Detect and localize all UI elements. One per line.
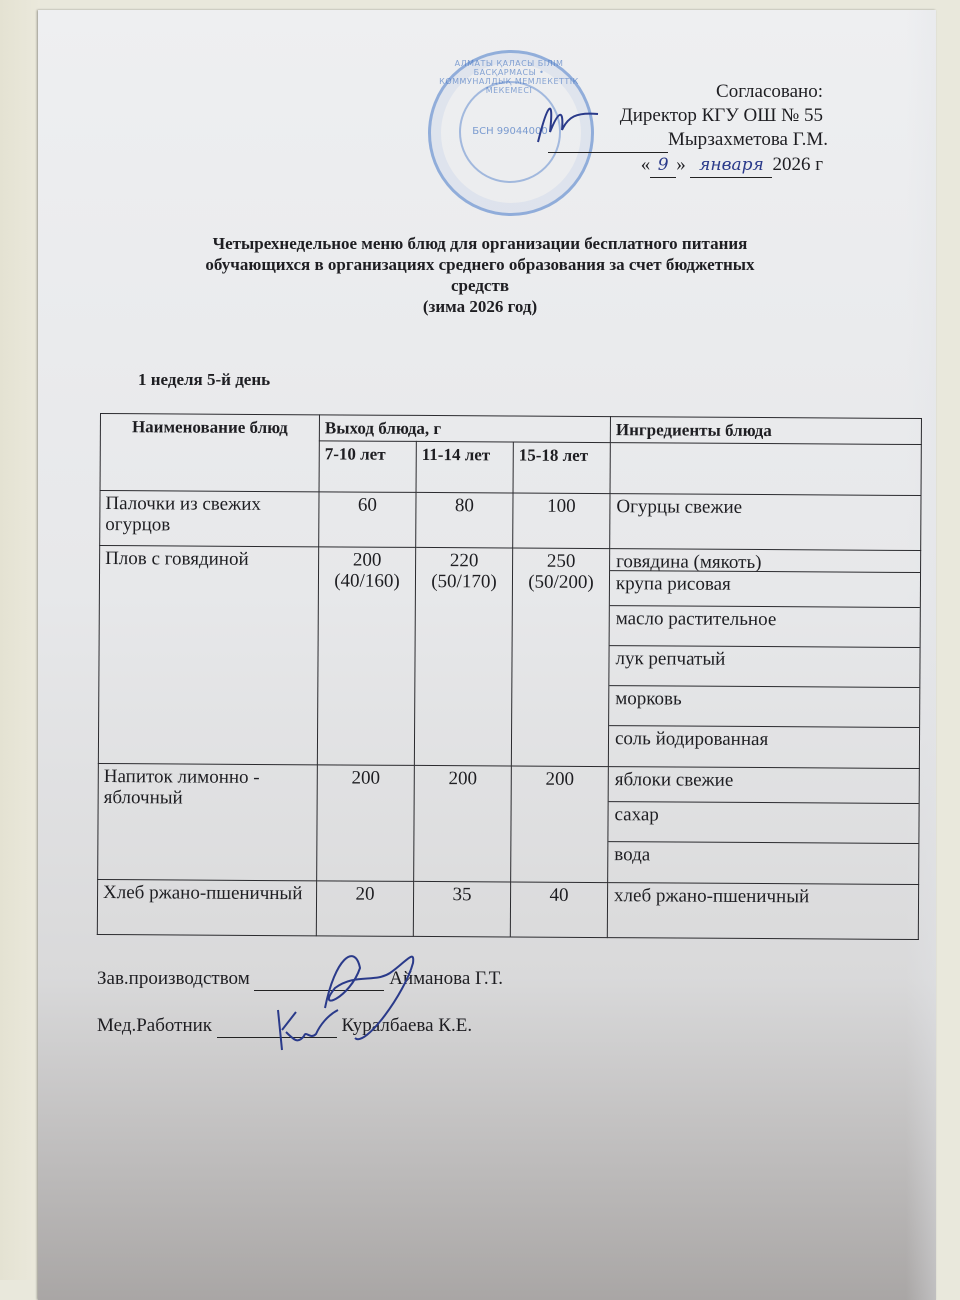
table-row xyxy=(98,763,920,884)
title-line-1: Четырехнедельное меню блюд для организации бесплатного питания xyxy=(212,234,748,253)
title-line-3: средств xyxy=(451,276,509,295)
ingredient-item: яблоки свежие xyxy=(609,767,919,804)
ingredients-cell xyxy=(608,549,920,769)
day-label: 1 неделя 5-й день xyxy=(138,370,271,389)
ingredient-item: соль йодированная xyxy=(614,728,769,751)
yield-7-10: 60 xyxy=(319,492,416,548)
date-quote-close: » xyxy=(676,154,686,175)
yield-7-10: 200 xyxy=(317,765,415,882)
table-row xyxy=(97,879,918,939)
ingredient-item: масло растительное xyxy=(610,606,920,648)
header-age-7-10: 7-10 лет xyxy=(319,441,416,493)
ingredients-cell xyxy=(608,767,920,885)
background-surface xyxy=(0,0,40,1280)
signature-role: Зав.производством xyxy=(97,968,250,989)
yield-11-14: 220 (50/170) xyxy=(414,547,512,766)
table-row xyxy=(100,491,921,551)
header-ingredients-blank xyxy=(610,443,921,496)
dish-name: Палочки из свежих огурцов xyxy=(100,491,319,547)
yield-15-18: 200 xyxy=(511,766,609,883)
ingredient-item: говядина (мякоть) xyxy=(610,549,920,573)
ingredients-cell xyxy=(607,883,918,940)
yield-15-18: 40 xyxy=(510,882,607,938)
approval-heading: Согласовано: xyxy=(716,81,823,102)
menu-table xyxy=(97,413,922,940)
table-row xyxy=(98,546,920,769)
ingredient-item: Огурцы свежие xyxy=(616,496,743,518)
yield-11-14: 200 xyxy=(414,765,512,882)
ingredient-item: вода xyxy=(614,844,651,866)
signature-name: Куралбаева К.Е. xyxy=(341,1015,473,1036)
signature-role: Мед.Работник xyxy=(97,1015,213,1036)
title-line-4: (зима 2026 год) xyxy=(422,297,538,316)
stamp-inner-text: БСН 99044000 xyxy=(472,126,548,137)
date-quote-open: « xyxy=(640,154,651,175)
yield-15-18: 100 xyxy=(513,493,610,549)
yield-15-18: 250 (50/200) xyxy=(511,548,609,767)
approval-name-line xyxy=(548,128,828,153)
header-dish-name: Наименование блюд xyxy=(100,414,319,492)
ingredient-item: сахар xyxy=(608,802,918,844)
dish-name: Хлеб ржано-пшеничный xyxy=(97,879,316,935)
stamp-outer-text: АЛМАТЫ ҚАЛАСЫ БІЛІМ БАСҚАРМАСЫ • КОММУНАЛДЫҚ МЕМЛЕКЕТТІК МЕКЕМЕСІ xyxy=(439,59,579,95)
ingredient-item: лук репчатый xyxy=(609,646,919,688)
signature-blank xyxy=(548,128,668,153)
header-ingredients: Ингредиенты блюда xyxy=(610,417,921,445)
header-yield: Выход блюда, г xyxy=(319,415,610,443)
approval-position: Директор КГУ ОШ № 55 xyxy=(619,105,823,126)
approval-name: Мырзахметова Г.М. xyxy=(668,129,828,150)
approval-date xyxy=(548,153,823,178)
header-age-15-18: 15-18 лет xyxy=(513,442,610,494)
signature-name: Айманова Г.Т. xyxy=(389,968,504,989)
title-line-2: обучающихся в организациях среднего образования за счет бюджетных xyxy=(205,255,755,274)
ingredient-item: крупа рисовая xyxy=(610,571,920,608)
dish-name: Напиток лимонно - яблочный xyxy=(98,763,318,880)
yield-7-10: 200 (40/160) xyxy=(317,547,415,766)
ingredients-cell xyxy=(610,494,921,551)
yield-11-14: 80 xyxy=(416,492,513,548)
date-day: 9 xyxy=(650,153,676,178)
header-row-1 xyxy=(100,414,921,445)
ingredient-item: хлеб ржано-пшеничный xyxy=(613,885,810,908)
date-month: января xyxy=(690,153,772,178)
medical-worker-signature-icon xyxy=(268,1000,348,1060)
yield-7-10: 20 xyxy=(316,881,413,937)
yield-11-14: 35 xyxy=(413,881,510,937)
document-title xyxy=(120,233,840,317)
dish-name: Плов с говядиной xyxy=(98,546,318,765)
date-year: 2026 г xyxy=(772,154,823,175)
header-age-11-14: 11-14 лет xyxy=(416,441,513,493)
approval-block xyxy=(548,80,828,178)
ingredient-item: морковь xyxy=(609,686,919,728)
